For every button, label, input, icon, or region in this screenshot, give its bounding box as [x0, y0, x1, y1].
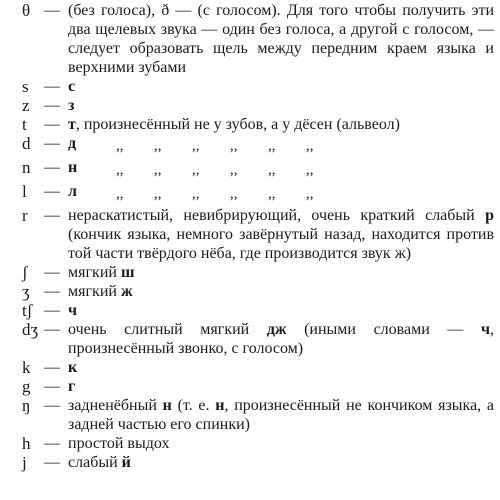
description-text: (иными словами —: [286, 321, 481, 338]
phonetic-symbol: ŋ: [22, 396, 31, 415]
description-text: (кончик языка, немного завёрнутый назад, находится против той части твёрдого нёба, где производится звук ж): [68, 226, 494, 262]
entry-description: [68, 263, 494, 282]
entry-description: [68, 301, 494, 320]
russian-letter: н: [215, 397, 225, 414]
russian-letter: г: [68, 378, 76, 395]
dash-separator: —: [44, 207, 60, 224]
phonetic-symbol: θ: [22, 1, 31, 20]
description-text: простой выдох: [68, 435, 170, 452]
russian-letter: н: [162, 397, 172, 414]
dash-separator: —: [44, 359, 60, 376]
russian-letter: с: [68, 78, 76, 95]
dash-separator: —: [44, 454, 60, 471]
entry-description: [68, 358, 494, 377]
description-text: , произнесённый не кончиком языка, а задней частью его спинки): [68, 397, 495, 433]
entry-description: [68, 158, 494, 182]
russian-letter: ч: [68, 302, 78, 319]
phonetic-symbol: s: [22, 77, 29, 96]
ditto-mark: ,,: [230, 138, 238, 154]
dash-separator: —: [44, 397, 60, 414]
ditto-mark: ,,: [268, 162, 276, 178]
phonetic-symbol: j: [22, 453, 27, 472]
entry-description: [68, 77, 494, 96]
description-text: нераскатистый, невибрирующий, очень краткий слабый: [68, 207, 486, 224]
entry-row: [22, 377, 494, 396]
phonetic-symbol: t: [22, 115, 27, 134]
entry-row: [22, 206, 494, 263]
dash-separator: —: [44, 302, 60, 319]
entry-row: [22, 77, 494, 96]
entry-description: [68, 377, 494, 396]
description-text: очень слитный мягкий: [68, 321, 267, 338]
entry-row: [22, 396, 494, 434]
ditto-mark: ,,: [116, 138, 124, 154]
ditto-mark: ,,: [230, 162, 238, 178]
dash-separator: —: [44, 116, 60, 133]
phonetic-symbol: ʒ: [22, 282, 30, 301]
russian-letter: т: [68, 116, 76, 133]
entry-description: [68, 282, 494, 301]
dash-separator: —: [44, 78, 60, 95]
russian-letter: й: [121, 454, 131, 471]
entry-row: [22, 320, 494, 358]
russian-letter: р: [485, 207, 494, 224]
russian-letter: з: [68, 97, 75, 114]
entry-description: [68, 115, 494, 134]
description-text: задненёбный: [68, 397, 163, 414]
ditto-mark: ,,: [268, 186, 276, 202]
ditto-mark: ,,: [154, 162, 162, 178]
ditto-mark: ,,: [116, 162, 124, 178]
description-text: мягкий: [68, 283, 121, 300]
entry-row: [22, 96, 494, 115]
entry-description: [68, 96, 494, 115]
entry-row: [22, 115, 494, 134]
phonetic-symbol: r: [22, 206, 28, 225]
dash-separator: —: [44, 97, 60, 114]
entry-row: [22, 434, 494, 453]
phonetic-symbol: k: [22, 358, 31, 377]
entry-row: [22, 182, 494, 206]
entry-description: [68, 434, 494, 453]
ditto-mark: ,,: [306, 138, 314, 154]
ditto-mark: ,,: [230, 186, 238, 202]
entry-row: [22, 1, 494, 77]
description-text: , произнесённый звонко, с голосом): [68, 321, 494, 357]
russian-letter: л: [68, 183, 77, 200]
dash-separator: —: [44, 321, 60, 338]
russian-letter: ш: [120, 264, 135, 281]
phonetic-symbol: n: [22, 158, 31, 177]
dash-separator: —: [44, 264, 60, 281]
description-text: слабый: [68, 454, 122, 471]
phonetic-symbol: z: [22, 96, 30, 115]
entry-description: [68, 182, 494, 206]
phonetic-symbol: dʒ: [22, 320, 39, 339]
russian-letter: дж: [266, 321, 287, 338]
description-text: (без голоса), ð — (с голосом). Для того чтобы получить эти два щелевых звука — один без голоса, а другой с голосом, — следует образовать щель между передним краем языка и верхними зубами: [68, 2, 494, 76]
entry-description: [68, 396, 494, 434]
entry-row: [22, 301, 494, 320]
dash-separator: —: [44, 2, 60, 19]
russian-letter: ч: [480, 321, 490, 338]
phonetic-symbol: l: [22, 182, 27, 201]
description-text: (т. е.: [171, 397, 216, 414]
phonetic-symbol: h: [22, 434, 31, 453]
entry-description: [68, 134, 494, 158]
entry-row: [22, 158, 494, 182]
dash-separator: —: [44, 283, 60, 300]
entry-row: [22, 453, 494, 472]
description-text: мягкий: [68, 264, 121, 281]
dash-separator: —: [44, 159, 60, 176]
ditto-mark: ,,: [154, 186, 162, 202]
entry-description: [68, 320, 494, 358]
russian-letter: к: [68, 359, 78, 376]
ditto-mark: ,,: [192, 186, 200, 202]
entry-row: [22, 358, 494, 377]
dash-separator: —: [44, 378, 60, 395]
ditto-mark: ,,: [192, 138, 200, 154]
russian-letter: н: [68, 159, 78, 176]
ditto-mark: ,,: [192, 162, 200, 178]
dash-separator: —: [44, 135, 60, 152]
dash-separator: —: [44, 183, 60, 200]
ditto-mark: ,,: [154, 138, 162, 154]
phonetic-symbol: g: [22, 377, 31, 396]
description-text: , произнесённый не у зубов, а у дёсен (альвеол): [75, 116, 400, 133]
entry-row: [22, 282, 494, 301]
russian-letter: д: [68, 135, 77, 152]
entry-row: [22, 263, 494, 282]
ditto-mark: ,,: [268, 138, 276, 154]
russian-letter: ж: [120, 283, 133, 300]
entry-description: [68, 206, 494, 263]
ditto-mark: ,,: [306, 186, 314, 202]
dash-separator: —: [44, 435, 60, 452]
phonetic-symbol: d: [22, 134, 31, 153]
phonetic-symbol: ʃ: [22, 263, 28, 282]
entry-description: [68, 453, 494, 472]
ditto-mark: ,,: [116, 186, 124, 202]
phonetic-symbol: tʃ: [22, 301, 33, 320]
entry-row: [22, 134, 494, 158]
entry-description: [68, 1, 494, 77]
ditto-mark: ,,: [306, 162, 314, 178]
